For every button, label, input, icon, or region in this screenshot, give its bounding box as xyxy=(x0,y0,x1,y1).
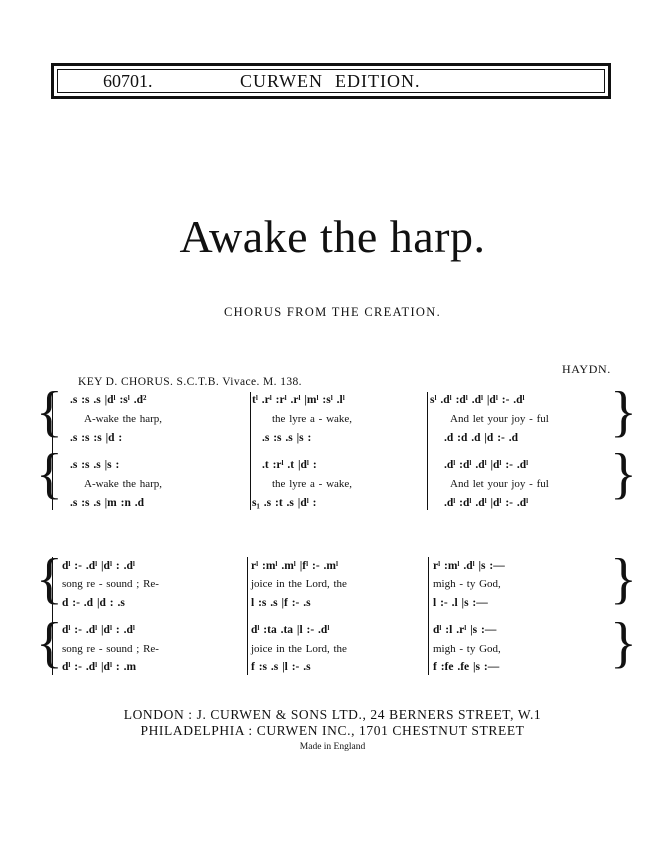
footer-philadelphia: PHILADELPHIA : CURWEN INC., 1701 CHESTNUT STREET xyxy=(140,723,525,738)
lyric-row: joice in the Lord, the xyxy=(251,643,347,655)
page-title: Awake the harp. xyxy=(179,211,486,262)
solfa-row: f :s .s |l :- .s xyxy=(251,661,311,673)
system-bar xyxy=(52,392,53,510)
solfa-row: sˡ .dˡ :dˡ .dˡ |dˡ :- .dˡ xyxy=(430,394,525,406)
solfa-row: d :- .d |d : .s xyxy=(62,597,125,609)
edition-number: 60701. xyxy=(103,71,153,91)
system-bar xyxy=(52,557,53,675)
lyric-row: the lyre a - wake, xyxy=(272,413,353,425)
left-brace: { xyxy=(36,548,63,610)
left-brace: { xyxy=(36,443,63,505)
bar-line xyxy=(250,392,251,510)
solfa-row: l :s .s |f :- .s xyxy=(251,597,311,609)
left-brace: { xyxy=(36,612,63,674)
solfa-row: dˡ :l .rˡ |s :— xyxy=(433,624,497,636)
solfa-row: f :fe .fe |s :— xyxy=(433,661,500,673)
solfa-row: rˡ :mˡ .mˡ |fˡ :- .mˡ xyxy=(251,560,339,572)
key-line: KEY D. CHORUS. S.C.T.B. Vivace. M. 138. xyxy=(78,376,302,388)
solfa-row: .s :s .s |s : xyxy=(70,459,120,471)
solfa-row: s₁ .s :t .s |dˡ : xyxy=(252,497,317,509)
solfa-row: .s :s .s |s : xyxy=(262,432,312,444)
solfa-row: .d :d .d |d :- .d xyxy=(444,432,518,444)
solfa-row: rˡ :mˡ .dˡ |s :— xyxy=(433,560,505,572)
page-subtitle: CHORUS FROM THE CREATION. xyxy=(223,305,441,319)
right-brace: { xyxy=(610,548,637,610)
solfa-row: dˡ :- .dˡ |dˡ : .dˡ xyxy=(62,560,135,572)
solfa-row: l :- .l |s :— xyxy=(433,597,488,609)
footer-made-in: Made in England xyxy=(299,742,366,752)
lyric-row: And let your joy - ful xyxy=(450,478,549,490)
solfa-row: .s :s :s |d : xyxy=(70,432,123,444)
solfa-row: dˡ :- .dˡ |dˡ : .m xyxy=(62,661,137,673)
solfa-row: .s :s .s |m :n .d xyxy=(70,497,144,509)
lyric-row: migh - ty God, xyxy=(433,578,501,590)
lyric-row: joice in the Lord, the xyxy=(251,578,347,590)
right-brace: { xyxy=(610,443,637,505)
lyric-row: And let your joy - ful xyxy=(450,413,549,425)
bar-line xyxy=(247,557,248,675)
solfa-row: .dˡ :dˡ .dˡ |dˡ :- .dˡ xyxy=(444,459,529,471)
bar-line xyxy=(428,557,429,675)
lyric-row: A-wake the harp, xyxy=(84,413,163,425)
lyric-row: A-wake the harp, xyxy=(84,478,163,490)
publisher-name: CURWEN xyxy=(240,71,324,91)
edition-label: EDITION. xyxy=(335,71,421,91)
bar-line xyxy=(427,392,428,510)
footer-london: LONDON : J. CURWEN & SONS LTD., 24 BERNERS STREET, W.1 xyxy=(123,707,542,722)
solfa-row: dˡ :ta .ta |l :- .dˡ xyxy=(251,624,330,636)
solfa-row: .s :s .s |dˡ :sˡ .d² xyxy=(70,394,147,406)
solfa-row: .t :rˡ .t |dˡ : xyxy=(262,459,317,471)
solfa-row: tˡ .rˡ :rˡ .rˡ |mˡ :sˡ .lˡ xyxy=(252,394,345,406)
solfa-row: dˡ :- .dˡ |dˡ : .dˡ xyxy=(62,624,135,636)
composer-name: HAYDN. xyxy=(562,362,611,376)
lyric-row: the lyre a - wake, xyxy=(272,478,353,490)
lyric-row: song re - sound ; Re- xyxy=(62,643,159,655)
lyric-row: migh - ty God, xyxy=(433,643,501,655)
right-brace: { xyxy=(610,612,637,674)
right-brace: { xyxy=(610,381,637,443)
lyric-row: song re - sound ; Re- xyxy=(62,578,159,590)
left-brace: { xyxy=(36,381,63,443)
solfa-row: .dˡ :dˡ .dˡ |dˡ :- .dˡ xyxy=(444,497,529,509)
